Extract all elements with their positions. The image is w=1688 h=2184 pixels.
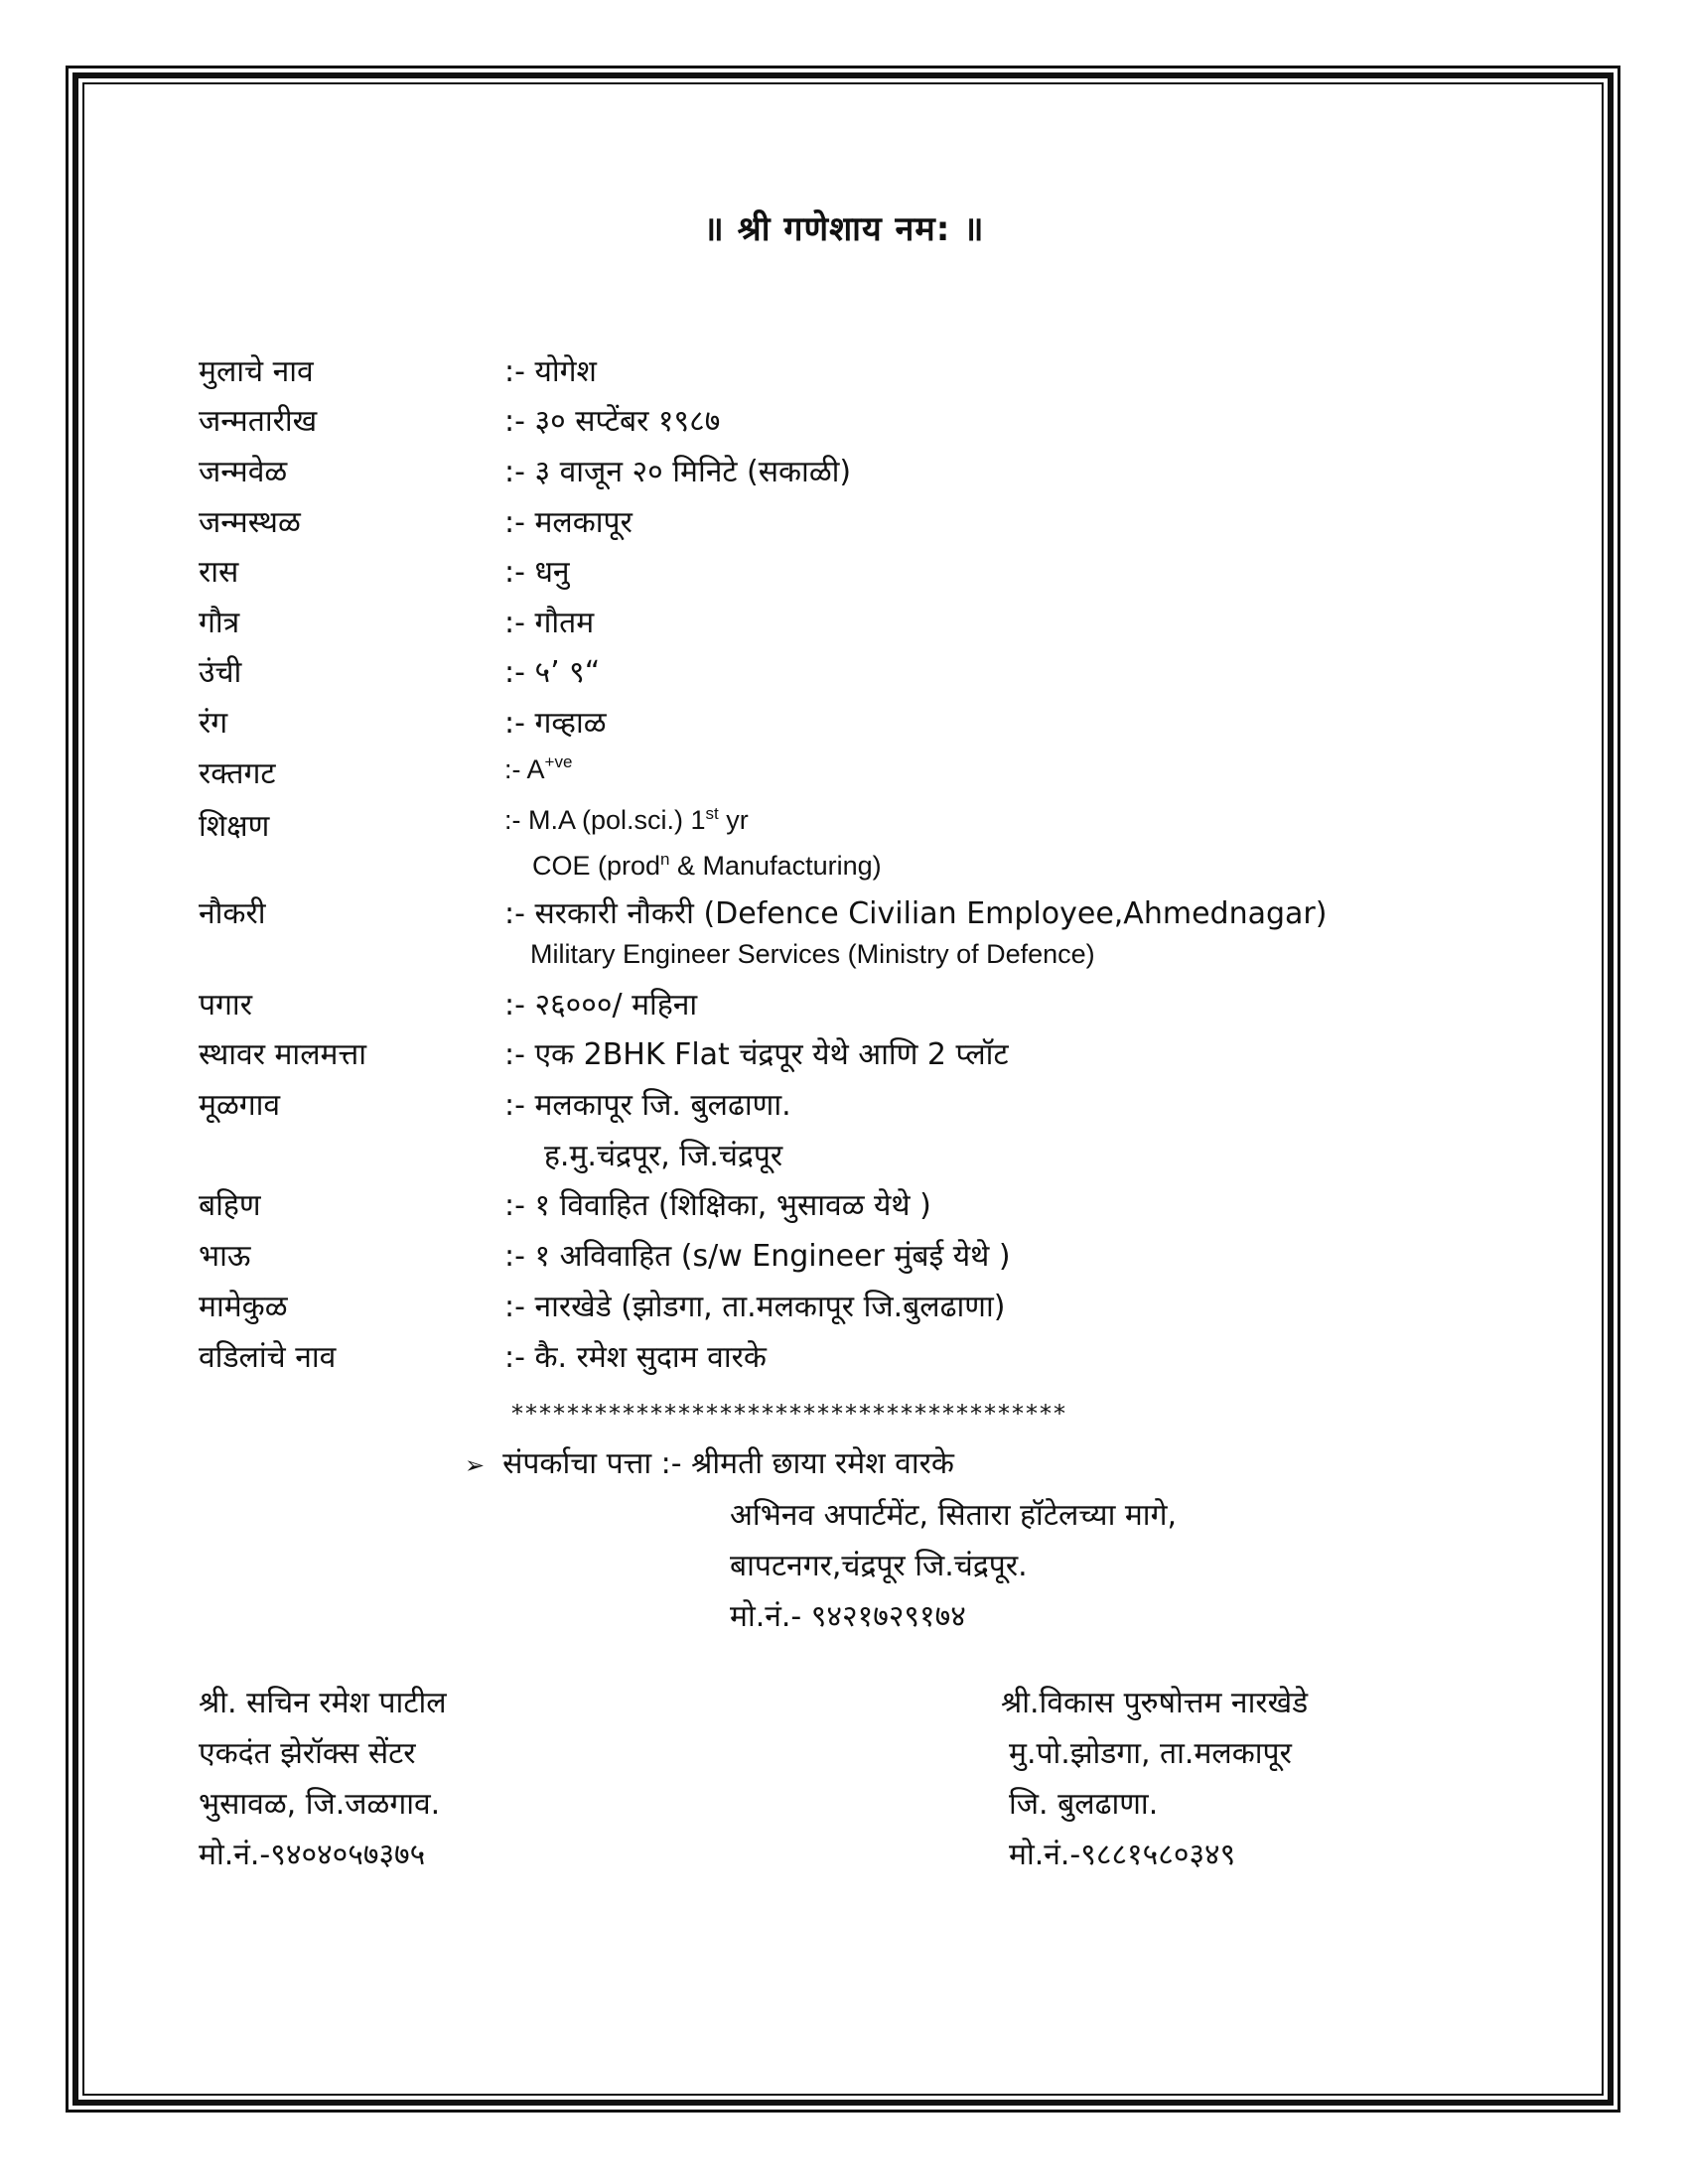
detail-label: स्थावर मालमत्ता	[199, 1037, 366, 1072]
detail-label: नौकरी	[199, 896, 266, 931]
reference-right-line: जि. बुलढाणा.	[1009, 1787, 1159, 1822]
detail-value: :- १ विवाहित (शिक्षिका, भुसावळ येथे )	[504, 1188, 931, 1223]
detail-value: :- २६०००/ महिना	[504, 988, 698, 1023]
reference-left-line: भुसावळ, जि.जळगाव.	[199, 1787, 441, 1822]
education-line-2: COE (prod$^n$ & Manufacturing)	[532, 850, 882, 881]
detail-label: रंग	[199, 706, 228, 741]
detail-label: उंची	[199, 655, 242, 690]
detail-label: रास	[199, 555, 239, 590]
detail-value: :- ५’ ९“	[504, 655, 601, 690]
detail-value: :- ३० सप्टेंबर १९८७	[504, 404, 721, 439]
bloodgroup-sup: +ve	[544, 752, 573, 771]
contact-phone: मो.नं.- ९४२१७२९१७४	[730, 1599, 966, 1634]
contact-address-line: अभिनव अपार्टमेंट, सितारा हॉटेलच्या मागे,	[730, 1498, 1178, 1533]
detail-value: :- गौतम	[504, 606, 595, 640]
native-line-2: ह.मु.चंद्रपूर, जि.चंद्रपूर	[544, 1139, 783, 1173]
job-line-2: Military Engineer Services (Ministry of Defence)	[530, 939, 1095, 969]
detail-value: :- सरकारी नौकरी (Defence Civilian Employee,Ahmednagar)	[504, 896, 1328, 931]
detail-value: :- M.A (pol.sci.) 1st yr	[504, 804, 749, 835]
reference-right-line: मु.पो.झोडगा, ता.मलकापूर	[1009, 1736, 1292, 1771]
detail-label: मुलाचे नाव	[199, 354, 314, 389]
detail-value: :- योगेश	[504, 354, 597, 389]
detail-value: :- $A^{+ve}$	[504, 752, 573, 784]
divider-stars: ****************************************	[511, 1400, 1067, 1428]
detail-label: वडिलांचे नाव	[199, 1340, 337, 1375]
detail-label: गौत्र	[199, 606, 240, 640]
invocation-title: ॥ श्री गणेशाय नम: ॥	[703, 209, 985, 249]
reference-left-phone: मो.नं.-९४०४०५७३७५	[199, 1838, 426, 1872]
reference-left-name: श्री. सचिन रमेश पाटील	[199, 1686, 447, 1720]
detail-value: :- गव्हाळ	[504, 706, 607, 741]
detail-label: बहिण	[199, 1188, 261, 1223]
detail-label: मूळगाव	[199, 1088, 281, 1123]
contact-heading: ➢ संपर्काचा पत्ता :- श्रीमती छाया रमेश वारके	[465, 1446, 954, 1481]
detail-label: मामेकुळ	[199, 1290, 288, 1324]
detail-value: :- नारखेडे (झोडगा, ता.मलकापूर जि.बुलढाणा)	[504, 1290, 1006, 1324]
reference-left-line: एकदंत झेरॉक्स सेंटर	[199, 1736, 416, 1771]
detail-value: :- धनु	[504, 555, 570, 590]
detail-value: :- कै. रमेश सुदाम वारके	[504, 1340, 767, 1375]
detail-value: :- मलकापूर जि. बुलढाणा.	[504, 1088, 791, 1123]
reference-right-name: श्री.विकास पुरुषोत्तम नारखेडे	[1001, 1686, 1309, 1720]
detail-value: :- मलकापूर	[504, 505, 633, 540]
reference-right-phone: मो.नं.-९८८१५८०३४९	[1009, 1838, 1236, 1872]
contact-address-line: बापटनगर,चंद्रपूर जि.चंद्रपूर.	[730, 1549, 1028, 1583]
detail-label: जन्मस्थळ	[199, 505, 301, 540]
education-sup: st	[705, 804, 719, 823]
detail-label: शिक्षण	[199, 809, 270, 844]
detail-label: पगार	[199, 988, 252, 1023]
detail-value: :- ३ वाजून २० मिनिटे (सकाळी)	[504, 455, 852, 489]
detail-value: :- एक 2BHK Flat चंद्रपूर येथे आणि 2 प्लॉट	[504, 1037, 1009, 1072]
detail-label: जन्मवेळ	[199, 455, 288, 489]
detail-label: जन्मतारीख	[199, 404, 318, 439]
detail-label: भाऊ	[199, 1239, 251, 1274]
detail-label: रक्तगट	[199, 756, 276, 791]
arrow-bullet-icon: ➢	[465, 1451, 486, 1479]
detail-value: :- १ अविवाहित (s/w Engineer मुंबई येथे )	[504, 1239, 1011, 1274]
education-line2-sup: n	[660, 850, 670, 869]
